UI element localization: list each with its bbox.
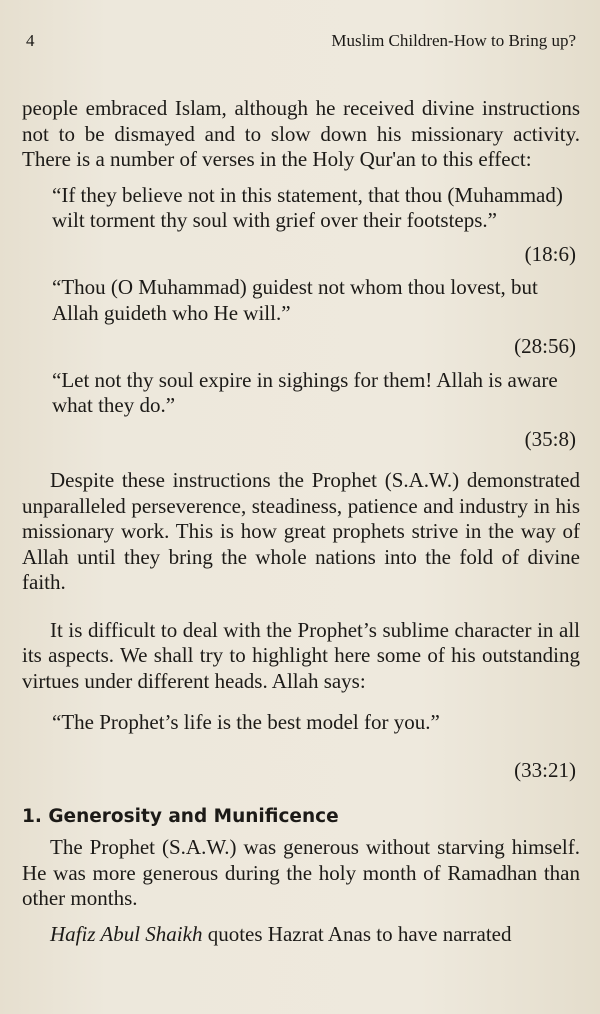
- reference-35-8: (35:8): [524, 426, 576, 451]
- paragraph-generosity: The Prophet (S.A.W.) was generous without starving himself. He was more generous during the holy month of Ramadhan than other months.: [22, 835, 580, 910]
- quote-28-56: “Thou (O Muhammad) guidest not whom thou lovest, but Allah guideth who He will.”: [52, 275, 538, 325]
- running-title: Muslim Children-How to Bring up?: [331, 31, 576, 50]
- paragraph-despite: Despite these instructions the Prophet (S.A.W.) demonstrated unparalleled perseverence, steadiness, patience and industry in his missionary work. This is how great prophets strive in the way of Allah until they bring the whole nations into the fold of divine faith.: [22, 468, 580, 594]
- paragraph-intro: people embraced Islam, although he received divine instructions not to be dismayed and to slow down his missionary activity. There is a number of verses in the Holy Qur'an to this effect:: [22, 96, 580, 171]
- italic-name: Hafiz Abul Shaikh: [50, 921, 203, 946]
- section-heading-generosity: 1. Generosity and Munificence: [22, 806, 339, 827]
- quote-33-21: “The Prophet’s life is the best model for you.”: [52, 710, 440, 734]
- quote-18-6: “If they believe not in this statement, that thou (Muhammad) wilt torment thy soul with grief over their footsteps.”: [52, 182, 563, 232]
- paragraph-hafiz-rest: quotes Hazrat Anas to have narrated: [202, 921, 512, 946]
- page-number: 4: [26, 31, 35, 50]
- page-header: [22, 30, 580, 52]
- reference-28-56: (28:56): [514, 334, 576, 358]
- reference-18-6: (18:6): [524, 241, 576, 266]
- paragraph-difficult: It is difficult to deal with the Prophet’s sublime character in all its aspects. We shall try to highlight here some of his outstanding virtues under different heads. Allah says:: [22, 617, 580, 693]
- paragraph-hafiz: [22, 922, 580, 948]
- reference-33-21: (33:21): [514, 757, 576, 782]
- quote-35-8: “Let not thy soul expire in sighings for them! Allah is aware what they do.”: [52, 367, 558, 417]
